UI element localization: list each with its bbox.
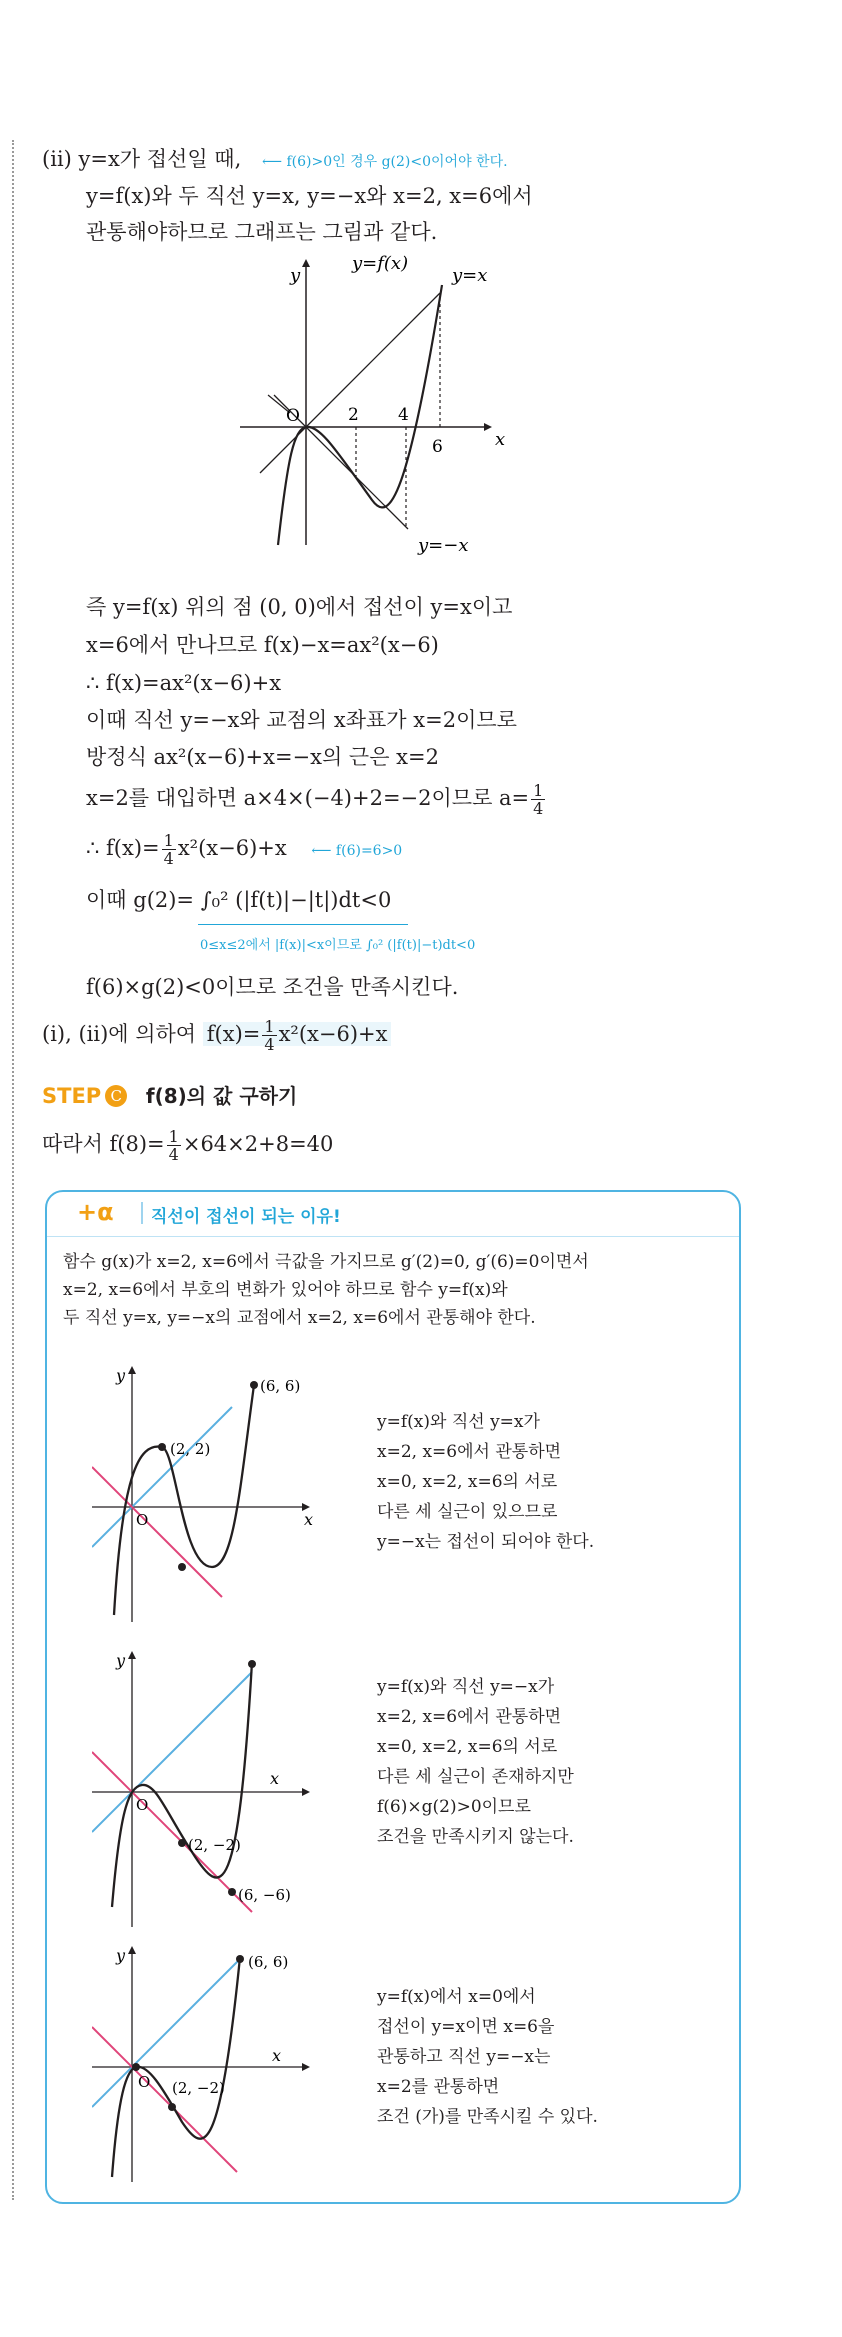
case2-heading: (ⅱ) y=x가 접선일 때, [42,147,242,171]
g3-text-2: 접선이 y=x이면 x=6을 [377,2017,555,2037]
graph1-tick-4: 4 [398,405,409,425]
g1-text-5: y=−x는 접선이 되어야 한다. [377,1532,595,1552]
graph1-yx-label: y=x [452,265,488,286]
point-label-b: (6, 6) [260,1377,301,1395]
y-axis-arrow [302,259,310,267]
body-line3: ∴ f(x)=ax²(x−6)+x [86,671,282,695]
frac-den: 4 [163,849,174,868]
x-label: x [304,1510,314,1529]
frac-num: 1 [533,781,544,800]
final-answer-a: f(x)= [206,1022,261,1046]
body-line7-pre: ∴ f(x)= [86,836,160,860]
blue-line-y-eq-x [92,1407,232,1547]
point-label-b: (6, −6) [238,1886,291,1904]
case2-heading-note: ⟵ f(6)>0인 경우 g(2)<0이어야 한다. [261,154,508,170]
body-line6 [86,776,547,820]
g2-text-3: x=0, x=2, x=6의 서로 [377,1737,558,1757]
tip-curve-2 [112,1662,252,1907]
graph-case2 [240,245,540,555]
point-label-a: (2, 2) [170,1440,211,1458]
g3-text-1: y=f(x)에서 x=0에서 [377,1987,536,2007]
case2-line1: y=f(x)와 두 직선 y=x, y=−x와 x=2, x=6에서 [86,184,533,208]
fraction-b [162,832,176,867]
line-y-eq-x [260,293,440,473]
margin-dotted-line [12,140,14,2200]
body-line1: 즉 y=f(x) 위의 점 (0, 0)에서 접선이 y=x이고 [86,595,513,619]
body-line7 [86,826,402,873]
g2-text-6: 조건을 만족시키지 않는다. [377,1827,574,1847]
origin-label: O [138,2073,151,2091]
point-label-a: (2, −2) [172,2079,225,2097]
frac-den: 4 [168,1145,179,1164]
g1-text-4: 다른 세 실근이 있으므로 [377,1502,558,1522]
case2-line2: 관통해야하므로 그래프는 그림과 같다. [86,220,438,244]
fraction-c [262,1018,276,1053]
frac-den: 4 [264,1035,275,1054]
body-line8-note: 0≤x≤2에서 |f(x)|<x이므로 ∫₀² (|f(t)|−t)dt<0 [200,938,476,953]
final-answer [203,1017,392,1054]
fraction-a [531,782,545,817]
step-title: f(8)의 값 구하기 [145,1084,298,1108]
body-line8: 이때 g(2)= ∫₀² (|f(t)|−|t|)dt<0 [86,888,392,912]
graph1-y-label: y [290,265,301,286]
origin-label: O [136,1796,149,1814]
case2-heading-row [42,145,508,176]
g2-text-4: 다른 세 실근이 존재하지만 [377,1767,574,1787]
integral-underline [198,924,408,925]
tip-p2: x=2, x=6에서 부호의 변화가 있어야 하므로 함수 y=f(x)와 [63,1280,508,1300]
x-axis-arrow [484,423,492,431]
g2-text-5: f(6)×g(2)>0이므로 [377,1797,531,1817]
tip-graph-3 [92,1937,352,2187]
body-line10-pre: (ⅰ), (ⅱ)에 의하여 [42,1022,203,1046]
body-line7-note: ⟵ f(6)=6>0 [311,843,403,859]
g3-text-3: 관통하고 직선 y=−x는 [377,2047,551,2067]
g1-text-2: x=2, x=6에서 관통하면 [377,1442,562,1462]
point-label-b: (6, 6) [248,1953,289,1971]
graph1-origin: O [286,406,300,426]
graph1-f-label: y=f(x) [352,253,409,274]
tip-p1: 함수 g(x)가 x=2, x=6에서 극값을 가지므로 g′(2)=0, g′(6)=0이면서 [63,1252,589,1272]
graph1-tick-6: 6 [432,437,443,457]
body-line9: f(6)×g(2)<0이므로 조건을 만족시킨다. [86,975,459,999]
tip-box [45,1190,741,2204]
body-line4: 이때 직선 y=−x와 교점의 x좌표가 x=2이므로 [86,708,517,732]
body-line7-post: x²(x−6)+x [177,836,287,860]
y-label: y [116,1946,126,1965]
body-line10 [42,1012,391,1056]
red-line-y-eq-neg-x [92,1752,252,1912]
step-result [42,1122,333,1166]
x-label: x [272,2046,282,2065]
g1-text-1: y=f(x)와 직선 y=x가 [377,1412,540,1432]
red-line-y-eq-neg-x [92,1467,222,1597]
tip-curve-1 [114,1385,254,1615]
x-label: x [270,1769,280,1788]
step-letter-badge: C [105,1085,127,1107]
body-line5: 방정식 ax²(x−6)+x=−x의 근은 x=2 [86,745,439,769]
tip-title: 직선이 접선이 되는 이유! [151,1207,341,1227]
tip-header-divider [141,1202,143,1224]
blue-line-y-eq-x [92,1672,252,1832]
g2-text-2: x=2, x=6에서 관통하면 [377,1707,562,1727]
g3-text-4: x=2를 관통하면 [377,2077,500,2097]
body-line6-text: x=2를 대입하면 a×4×(−4)+2=−2이므로 a= [86,786,530,810]
point-label-a: (2, −2) [188,1836,241,1854]
frac-num: 1 [264,1017,275,1036]
frac-num: 1 [168,1127,179,1146]
final-answer-b: x²(x−6)+x [278,1022,388,1046]
graph1-ynx-label: y=−x [418,535,469,555]
graph1-x-label: x [495,429,506,450]
plus-alpha-icon: +α [77,1198,114,1226]
frac-num: 1 [163,831,174,850]
graph1-tick-2: 2 [348,405,359,425]
step-result-pre: 따라서 f(8)= [42,1132,165,1156]
tip-p3: 두 직선 y=x, y=−x의 교점에서 x=2, x=6에서 관통해야 한다. [63,1308,536,1328]
g2-text-1: y=f(x)와 직선 y=−x가 [377,1677,555,1697]
fraction-d [167,1128,181,1163]
y-label: y [116,1651,126,1670]
tip-box-header [47,1192,739,1237]
origin-label: O [136,1511,149,1529]
g1-text-3: x=0, x=2, x=6의 서로 [377,1472,558,1492]
g3-text-5: 조건 (가)를 만족시킬 수 있다. [377,2107,598,2127]
frac-den: 4 [533,799,544,818]
step-label: STEP [42,1084,102,1108]
step-c-heading [42,1082,297,1110]
step-result-post: ×64×2+8=40 [182,1132,334,1156]
body-line2: x=6에서 만나므로 f(x)−x=ax²(x−6) [86,633,439,657]
curve-f [278,285,442,545]
y-label: y [116,1366,126,1385]
tip-graph-2 [92,1642,362,1932]
tip-graph-1 [92,1357,352,1627]
